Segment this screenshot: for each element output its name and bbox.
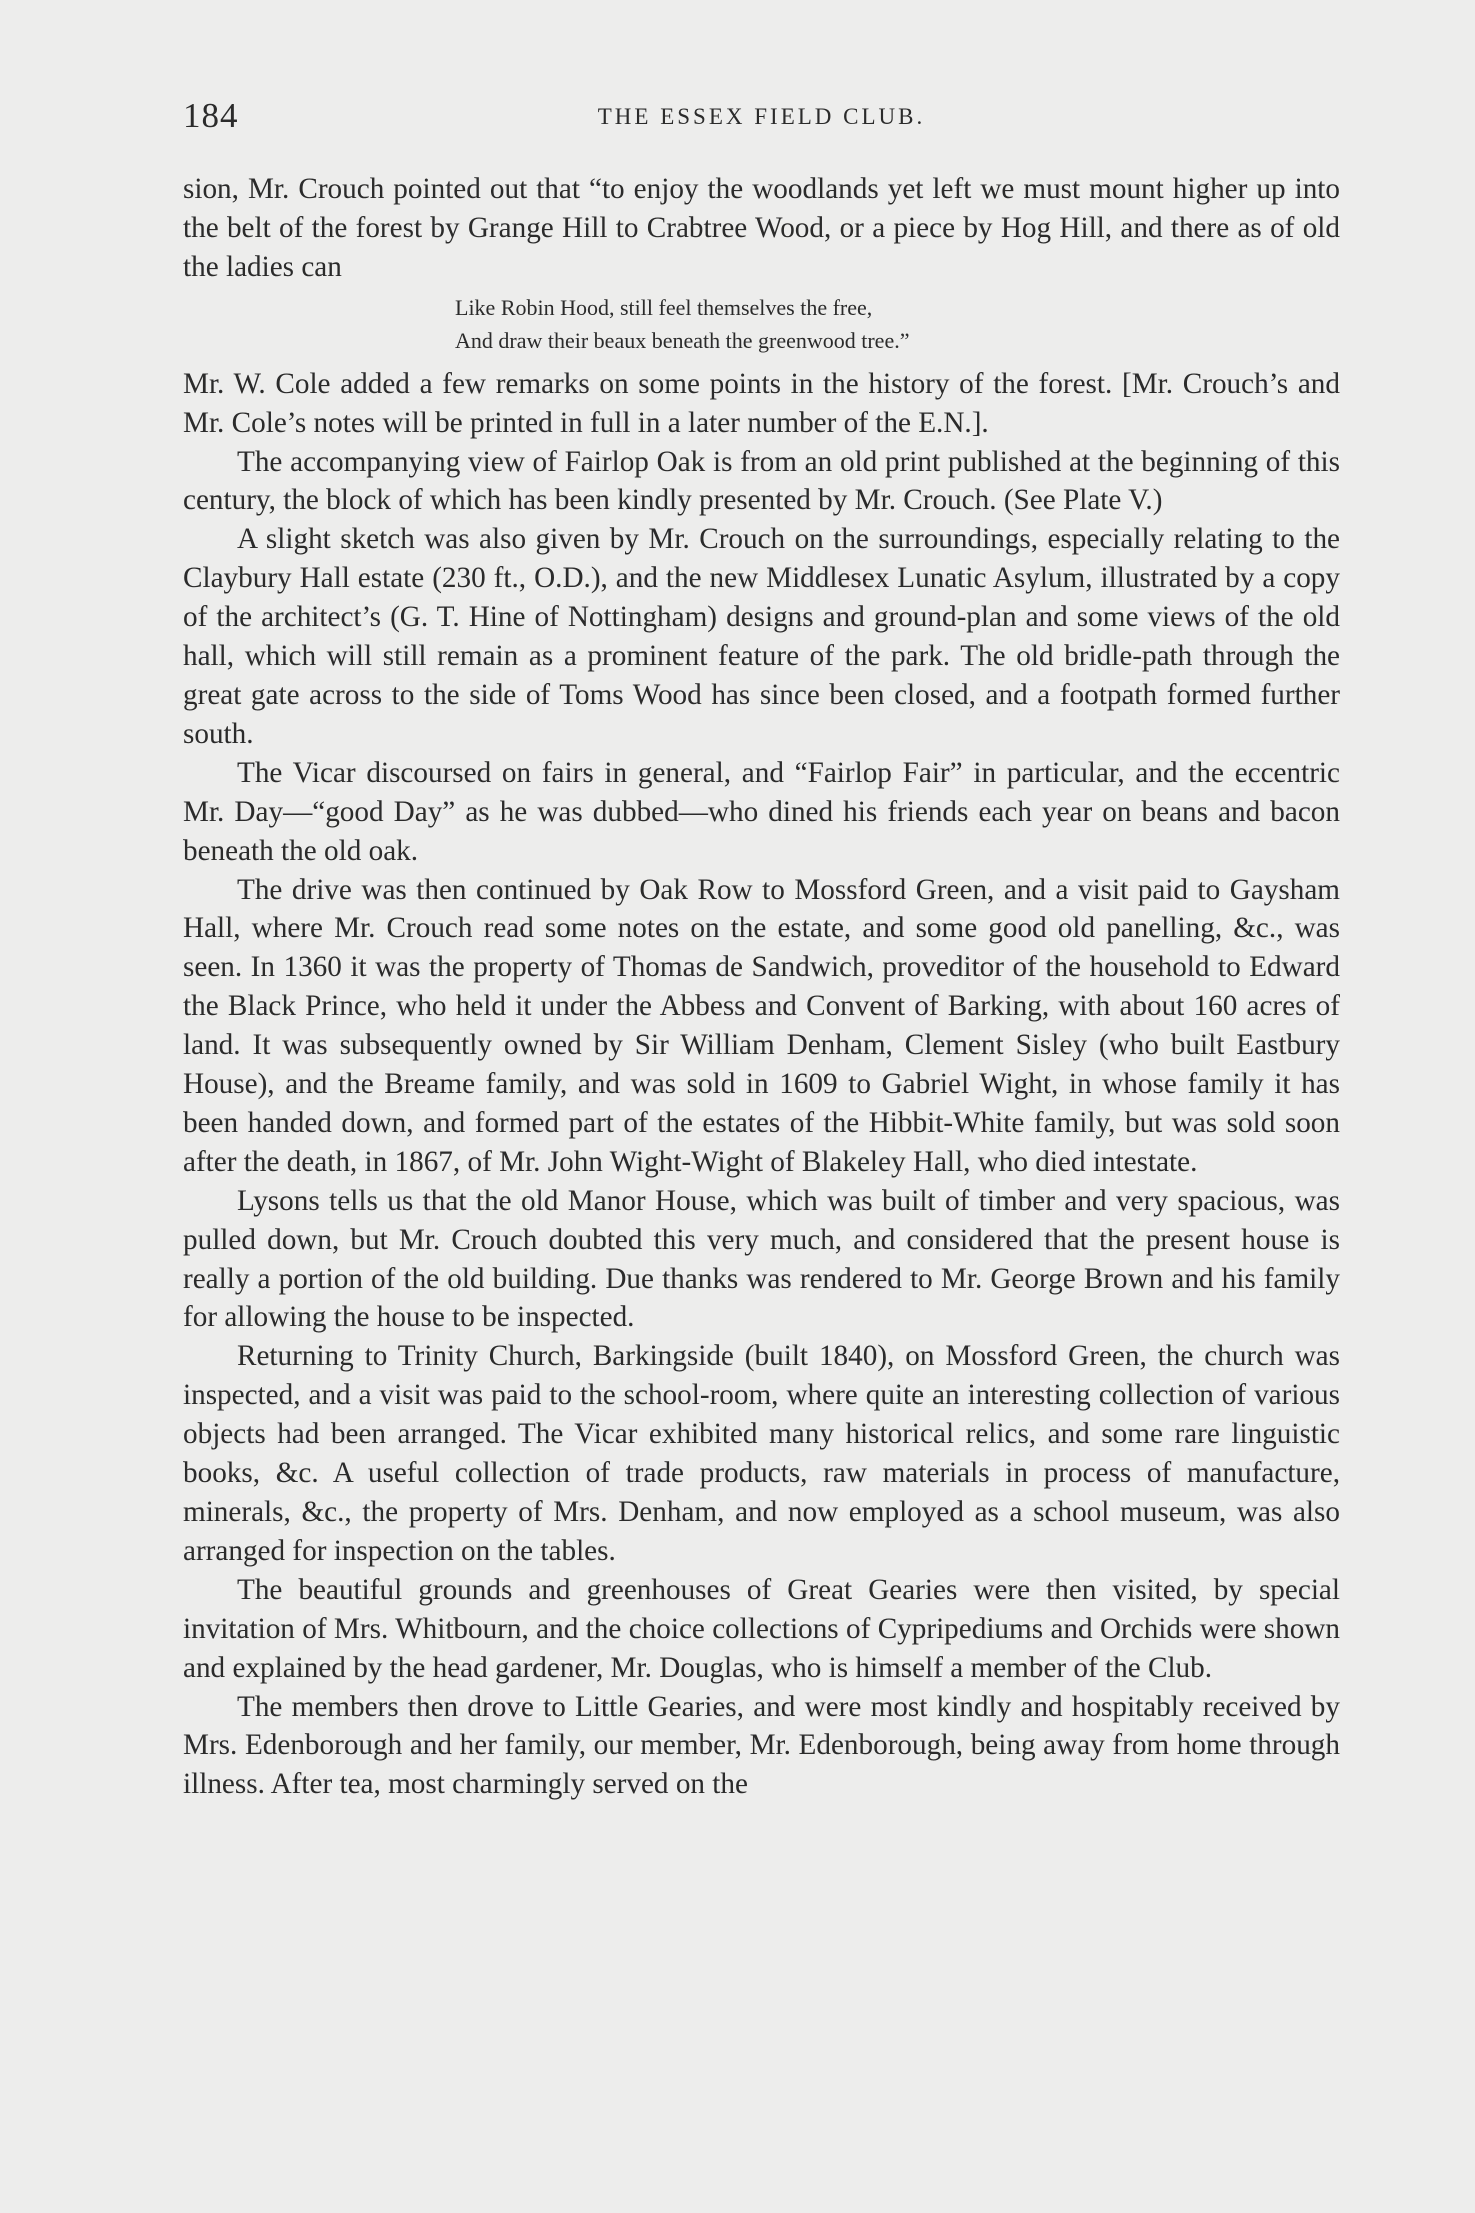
paragraph-8: Returning to Trinity Church, Barkingside (built 1840), on Mossford Green, the church was inspected, and a visit was paid to the school-room, where quite an interesting collection of various objects had been arranged. The Vicar exhibited many historical relics, and some rare linguistic books, &c. A useful collection of trade products, raw materials in process of manufacture, minerals, &c., the property of Mrs. Denham, and now employed as a school museum, was also arranged for inspection on the tables. <box>183 1340 1340 1567</box>
body-text <box>183 170 1340 1804</box>
verse-line-2: And draw their beaux beneath the greenwood tree.” <box>455 327 910 353</box>
paragraph-6: The drive was then continued by Oak Row to Mossford Green, and a visit paid to Gaysham Hall, where Mr. Crouch read some notes on the estate, and some good old panelling, &c., was seen. In 1360 it was the property of Thomas de Sandwich, proveditor of the household to Edward the Black Prince, who held it under the Abbess and Convent of Barking, with about 160 acres of land. It was subsequently owned by Sir William Denham, Clement Sisley (who built Eastbury House), and the Breame family, and was sold in 1609 to Gabriel Wight, in whose family it has been handed down, and formed part of the estates of the Hibbit-White family, but was sold soon after the death, in 1867, of Mr. John Wight-Wight of Blakeley Hall, who died intestate. <box>183 873 1340 1178</box>
paragraph-9: The beautiful grounds and greenhouses of Great Gearies were then visited, by special invitation of Mrs. Whitbourn, and the choice collections of Cypripediums and Orchids were shown and explained by the head gardener, Mr. Douglas, who is himself a member of the Club. <box>183 1573 1340 1684</box>
paragraph-2: Mr. W. Cole added a few remarks on some points in the history of the forest. [Mr. Crouch’s and Mr. Cole’s notes will be printed in full in a later number of the E.N.]. <box>183 367 1340 439</box>
paragraph-3: The accompanying view of Fairlop Oak is from an old print published at the beginning of this century, the block of which has been kindly presented by Mr. Crouch. (See Plate V.) <box>183 445 1340 517</box>
paragraph-1: sion, Mr. Crouch pointed out that “to enjoy the woodlands yet left we must mount higher up into the belt of the forest by Grange Hill to Crabtree Wood, or a piece by Hog Hill, and there as of old the ladies can <box>183 173 1340 283</box>
paragraph-4: A slight sketch was also given by Mr. Crouch on the surroundings, especially relating to the Claybury Hall estate (230 ft., O.D.), and the new Middlesex Lunatic Asylum, illustrated by a copy of the architect’s (G. T. Hine of Nottingham) designs and ground-plan and some views of the old hall, which will still remain as a prominent feature of the park. The old bridle-path through the great gate across to the side of Toms Wood has since been closed, and a footpath formed further south. <box>183 523 1340 750</box>
running-head: THE ESSEX FIELD CLUB. <box>597 104 926 129</box>
paragraph-5: The Vicar discoursed on fairs in general, and “Fairlop Fair” in particular, and the eccentric Mr. Day—“good Day” as he was dubbed—who dined his friends each year on beans and bacon beneath the old oak. <box>183 756 1340 867</box>
paragraph-7: Lysons tells us that the old Manor House, which was built of timber and very spacious, was pulled down, but Mr. Crouch doubted this very much, and considered that the present house is really a portion of the old building. Due thanks was rendered to Mr. George Brown and his family for allowing the house to be inspected. <box>183 1184 1340 1334</box>
page-header <box>183 96 1340 136</box>
paragraph-10: The members then drove to Little Gearies, and were most kindly and hospitably received by Mrs. Edenborough and her family, our member, Mr. Edenborough, being away from home through illness. After tea, most charmingly served on the <box>183 1690 1340 1801</box>
verse-line-1: Like Robin Hood, still feel themselves the free, <box>455 294 873 320</box>
verse-quote <box>455 291 1340 357</box>
page-number: 184 <box>183 96 239 135</box>
